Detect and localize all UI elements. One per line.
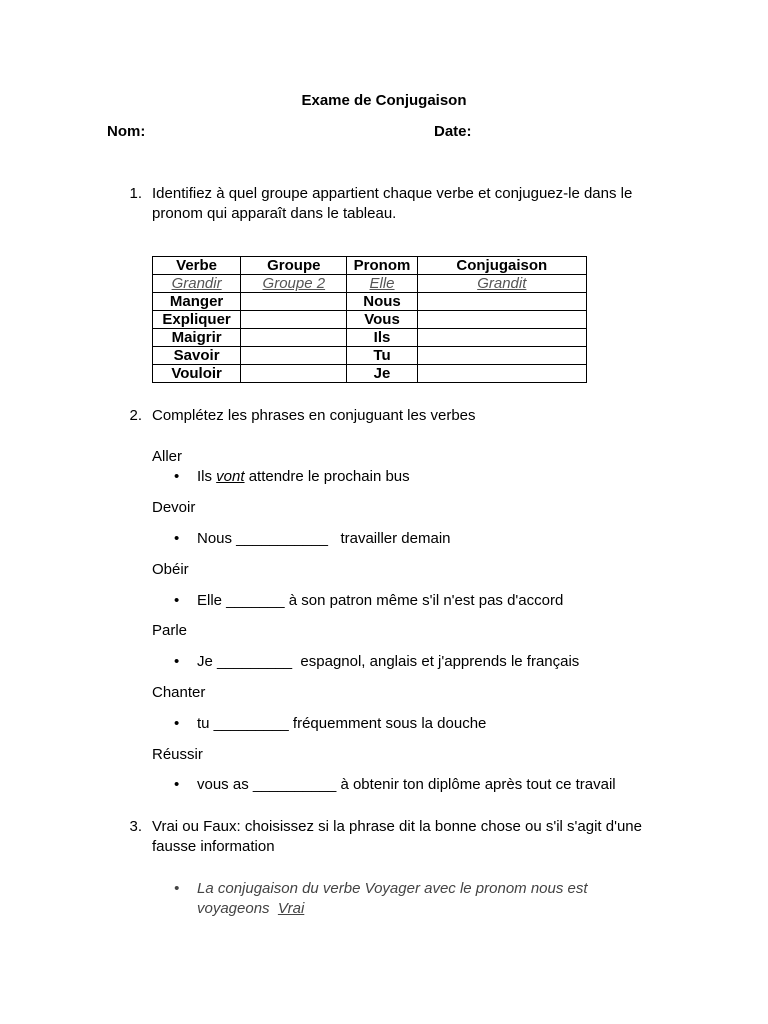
table-header-cell: Verbe	[153, 257, 241, 275]
table-cell	[241, 311, 347, 329]
verb-label-parle: Parle	[152, 622, 188, 639]
bullet-icon: •	[174, 880, 180, 897]
q1-text-line2: pronom qui apparaît dans le tableau.	[152, 205, 397, 222]
q3-example-line2	[197, 899, 304, 919]
table-cell: Manger	[153, 293, 241, 311]
table-cell: Elle	[347, 275, 417, 293]
table-cell: Groupe 2	[241, 275, 347, 293]
table-row	[153, 347, 587, 365]
nom-label: Nom:	[107, 123, 146, 140]
q3-example-answer: Vrai	[277, 900, 305, 917]
verb-label-devoir: Devoir	[152, 499, 196, 516]
q3-text-line1: Vrai ou Faux: choisissez si la phrase dit la bonne chose ou s'il s'agit d'une	[152, 818, 642, 835]
table-cell: Ils	[347, 329, 417, 347]
sentence-aller	[197, 467, 410, 487]
conjugation-table	[152, 256, 587, 383]
verb-label-reussir: Réussir	[152, 746, 203, 763]
page-title: Exame de Conjugaison	[301, 92, 467, 109]
table-cell: Tu	[347, 347, 417, 365]
q2-text: Complétez les phrases en conjuguant les verbes	[152, 407, 476, 424]
table-cell: Nous	[347, 293, 417, 311]
table-cell: Savoir	[153, 347, 241, 365]
sentence-answer: vont	[216, 468, 245, 485]
table-row	[153, 329, 587, 347]
q1-text-line1: Identifiez à quel groupe appartient chaque verbe et conjuguez-le dans le	[152, 185, 633, 202]
table-header-cell: Groupe	[241, 257, 347, 275]
table-cell: Maigrir	[153, 329, 241, 347]
table-row	[153, 293, 587, 311]
date-label: Date:	[434, 123, 472, 140]
bullet-icon: •	[174, 592, 180, 609]
verb-label-obeir: Obéir	[152, 561, 189, 578]
table-cell: Je	[347, 365, 417, 383]
sentence-parle: Je _________ espagnol, anglais et j'apprends le français	[197, 653, 580, 670]
table-cell	[417, 311, 586, 329]
q3-example-text: voyageons	[197, 900, 278, 917]
bullet-icon: •	[174, 530, 180, 547]
table-row	[153, 275, 587, 293]
table-cell	[241, 365, 347, 383]
q1-number: 1.	[129, 185, 142, 202]
verb-label-chanter: Chanter	[152, 684, 206, 701]
sentence-devoir: Nous ___________ travailler demain	[197, 530, 451, 547]
sentence-pre: Ils	[197, 468, 217, 485]
table-cell: Grandir	[153, 275, 241, 293]
table-cell	[417, 293, 586, 311]
table-cell	[241, 293, 347, 311]
q2-number: 2.	[129, 407, 142, 424]
table-cell: Vous	[347, 311, 417, 329]
table-cell	[241, 329, 347, 347]
q3-number: 3.	[129, 818, 142, 835]
verb-label-aller: Aller	[152, 448, 183, 465]
table-row	[153, 311, 587, 329]
table-header-cell: Pronom	[347, 257, 417, 275]
table-cell	[417, 365, 586, 383]
sentence-chanter: tu _________ fréquemment sous la douche	[197, 715, 487, 732]
bullet-icon: •	[174, 776, 180, 793]
table-cell	[417, 347, 586, 365]
sentence-obeir: Elle _______ à son patron même s'il n'est pas d'accord	[197, 592, 564, 609]
table-cell: Vouloir	[153, 365, 241, 383]
table-row	[153, 365, 587, 383]
bullet-icon: •	[174, 653, 180, 670]
bullet-icon: •	[174, 715, 180, 732]
table-header-row	[153, 257, 587, 275]
q3-example-line1: La conjugaison du verbe Voyager avec le pronom nous est	[197, 880, 588, 897]
table-cell: Grandit	[417, 275, 586, 293]
table-header-cell: Conjugaison	[417, 257, 586, 275]
sentence-post: attendre le prochain bus	[244, 468, 410, 485]
table-cell	[417, 329, 586, 347]
table-cell	[241, 347, 347, 365]
bullet-icon: •	[174, 468, 180, 485]
q3-text-line2: fausse information	[152, 838, 275, 855]
table-cell: Expliquer	[153, 311, 241, 329]
sentence-reussir: vous as __________ à obtenir ton diplôme après tout ce travail	[197, 776, 616, 793]
